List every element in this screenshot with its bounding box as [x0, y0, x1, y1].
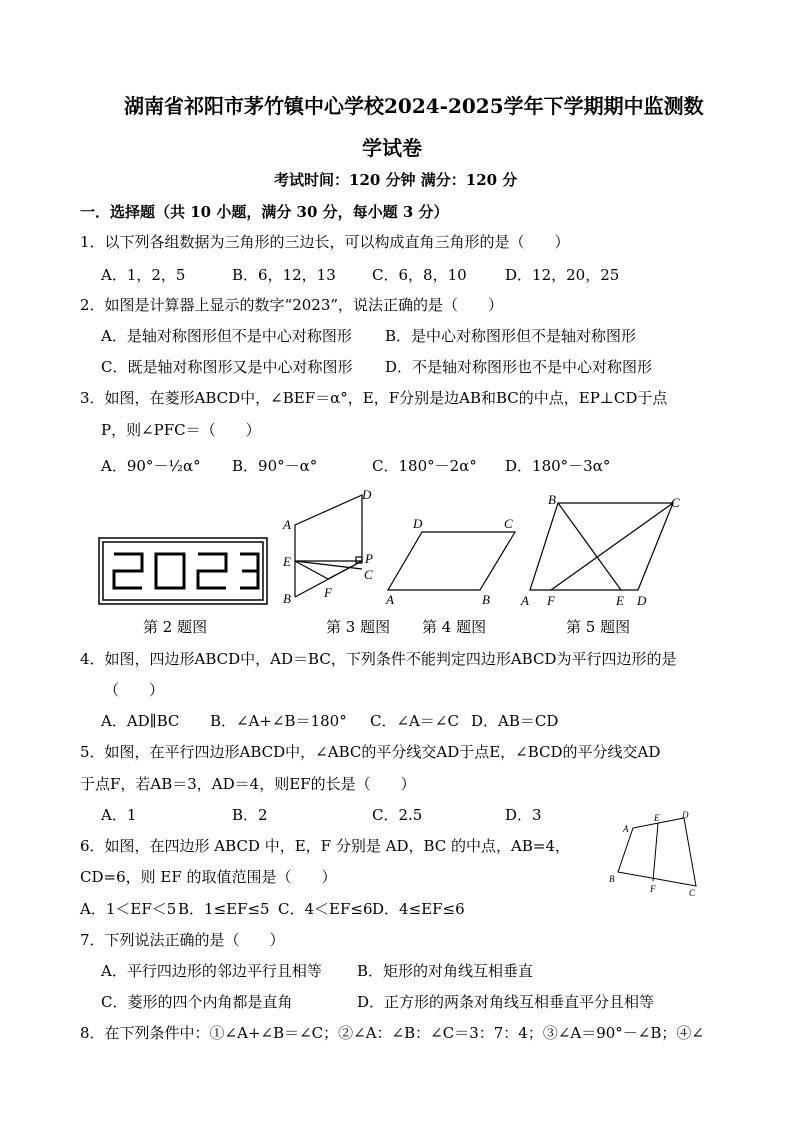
svg-text:A: A [386, 592, 394, 607]
q2-option-b: B．是中心对称图形但不是轴对称图形 [385, 327, 637, 345]
q1-option-d: D．12，20，25 [505, 266, 620, 284]
q5-option-c: C．2.5 [372, 806, 423, 824]
q4-option-b: B．∠A+∠B＝180° [210, 712, 347, 730]
q6-option-b: B．1≤EF≤5 [178, 900, 270, 918]
figure-2-calculator [98, 537, 268, 605]
question-8-stem: 8．在下列条件中：①∠A+∠B＝∠C；②∠A：∠B：∠C＝3：7：4；③∠A＝90°－∠B；④∠ [80, 1024, 704, 1042]
svg-text:E: E [616, 593, 624, 608]
q3-option-c: C．180°－2α° [372, 457, 477, 475]
question-1-stem: 1．以下列各组数据为三角形的三边长，可以构成直角三角形的是（ ） [80, 233, 570, 251]
question-6-stem-line1: 6．如图，在四边形 ABCD 中，E，F 分别是 AD，BC 的中点，AB=4， [80, 837, 570, 855]
question-4-stem-line1: 4．如图，四边形ABCD中，AD＝BC，下列条件不能判定四边形ABCD为平行四边形的是 [80, 650, 677, 668]
q4-option-c: C．∠A＝∠C [370, 712, 459, 730]
figure-3-caption: 第 3 题图 [326, 618, 391, 636]
q4-option-d: D．AB＝CD [471, 712, 559, 730]
digit-display [114, 554, 258, 588]
svg-text:A: A [283, 517, 291, 532]
svg-text:B: B [548, 492, 556, 507]
svg-text:F: F [547, 593, 555, 608]
svg-text:B: B [609, 874, 615, 884]
svg-text:P: P [365, 551, 373, 566]
q6-option-a: A．1＜EF＜5 [80, 900, 177, 918]
question-4-stem-line2: （ ） [104, 681, 165, 699]
q7-option-c: C．菱形的四个内角都是直角 [101, 993, 293, 1011]
page-title-line2: 学试卷 [362, 136, 422, 160]
figure-6-quadrilateral [606, 808, 706, 898]
question-5-stem-line2: 于点F，若AB＝3，AD＝4，则EF的长是（ ） [80, 775, 416, 793]
q2-option-a: A．是轴对称图形但不是中心对称图形 [101, 327, 352, 345]
svg-text:C: C [364, 567, 373, 582]
q2-option-d: D．不是轴对称图形也不是中心对称图形 [385, 358, 653, 376]
q1-option-b: B．6，12，13 [232, 266, 336, 284]
q7-option-d: D．正方形的两条对角线互相垂直平分且相等 [357, 993, 655, 1011]
svg-text:D: D [413, 516, 423, 531]
figure-2-caption: 第 2 题图 [143, 618, 208, 636]
svg-text:C: C [671, 495, 680, 510]
q3-option-b: B．90°－α° [232, 457, 318, 475]
question-2-stem: 2．如图是计算器上显示的数字“2023”，说法正确的是（ ） [80, 296, 504, 314]
question-6-stem-line2: CD=6，则 EF 的取值范围是（ ） [80, 868, 337, 886]
svg-text:D: D [682, 810, 689, 820]
svg-text:C: C [504, 516, 513, 531]
exam-info: 考试时间：120 分钟 满分：120 分 [274, 171, 518, 189]
q6-option-c: C．4＜EF≤6 [278, 900, 373, 918]
q7-option-a: A．平行四边形的邻边平行且相等 [101, 962, 322, 980]
question-7-stem: 7．下列说法正确的是（ ） [80, 931, 285, 949]
q2-option-c: C．既是轴对称图形又是中心对称图形 [101, 358, 353, 376]
q5-option-b: B．2 [232, 806, 268, 824]
question-3-stem-line2: P，则∠PFC＝（ ） [101, 421, 261, 439]
q3-option-a: A．90°－½α° [101, 457, 201, 475]
figure-5-parallelogram [515, 490, 690, 610]
q4-option-a: A．AD∥BC [101, 712, 180, 730]
q5-option-d: D．3 [505, 806, 542, 824]
svg-text:B: B [283, 591, 291, 606]
q7-option-b: B．矩形的对角线互相垂直 [357, 962, 534, 980]
q3-option-d: D．180°－3α° [505, 457, 611, 475]
svg-text:C: C [689, 888, 696, 898]
svg-text:A: A [623, 824, 629, 834]
svg-text:E: E [283, 554, 291, 569]
svg-text:F: F [650, 884, 656, 894]
svg-text:D: D [362, 487, 372, 502]
svg-text:A: A [521, 593, 529, 608]
figure-5-caption: 第 5 题图 [566, 618, 631, 636]
svg-text:F: F [324, 585, 332, 600]
svg-text:E: E [654, 813, 660, 823]
q5-option-a: A．1 [101, 806, 137, 824]
figure-4-parallelogram [380, 512, 520, 607]
q6-option-d: D．4≤EF≤6 [372, 900, 465, 918]
page-title-line1: 湖南省祁阳市茅竹镇中心学校2024-2025学年下学期期中监测数 [124, 94, 704, 118]
section-heading: 一．选择题（共 10 小题，满分 30 分，每小题 3 分） [80, 203, 449, 221]
question-5-stem-line1: 5．如图，在平行四边形ABCD中，∠ABC的平分线交AD于点E，∠BCD的平分线交AD [80, 743, 661, 761]
svg-text:D: D [637, 593, 647, 608]
q1-option-c: C．6，8，10 [372, 266, 467, 284]
svg-text:B: B [482, 592, 490, 607]
figure-3-rhombus [278, 487, 388, 609]
q1-option-a: A．1，2，5 [101, 266, 186, 284]
question-3-stem-line1: 3．如图，在菱形ABCD中，∠BEF＝α°，E，F分别是边AB和BC的中点，EP⊥CD于点 [80, 389, 668, 407]
figure-4-caption: 第 4 题图 [422, 618, 487, 636]
